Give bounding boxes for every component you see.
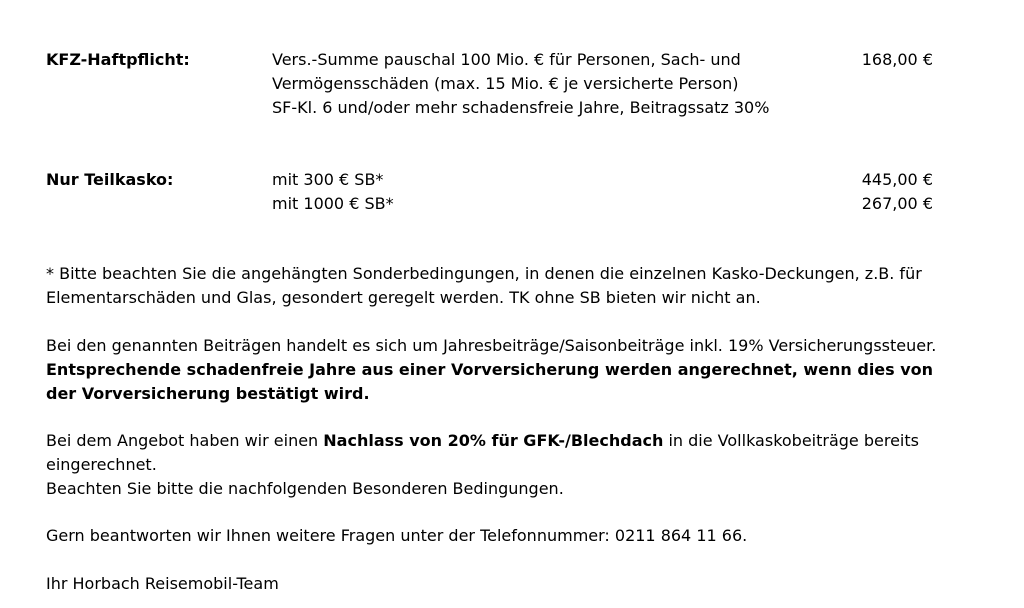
teilkasko-label: Nur Teilkasko:	[46, 170, 174, 189]
prior-insurance-note: Entsprechende schadenfreie Jahre aus einer Vorversicherung werden angerechnet, wenn dies von	[46, 360, 934, 379]
signature-line: Ihr Horbach Reisemobil-Team	[46, 574, 279, 593]
teilkasko-options	[272, 168, 872, 216]
teilkasko-option-price: 445,00 €	[861, 170, 933, 189]
haftpflicht-price: 168,00 €	[861, 50, 933, 69]
prior-insurance-note: der Vorversicherung bestätigt wird.	[46, 384, 370, 403]
signature	[46, 572, 986, 596]
haftpflicht-description	[272, 48, 872, 120]
offer-suffix: in die Vollkaskobeiträge bereits	[663, 431, 919, 450]
footnote-paragraph	[46, 262, 986, 310]
teilkasko-option-desc: mit 300 € SB*	[272, 170, 384, 189]
contact-paragraph	[46, 524, 986, 548]
teilkasko-option-desc: mit 1000 € SB*	[272, 194, 394, 213]
offer-paragraph	[46, 429, 986, 501]
teilkasko-option-price: 267,00 €	[861, 194, 933, 213]
teilkasko-prices	[862, 168, 933, 216]
offer-line	[46, 429, 986, 453]
haftpflicht-line: SF-Kl. 6 und/oder mehr schadensfreie Jahre, Beitragssatz 30%	[272, 98, 770, 117]
discount-highlight: Nachlass von 20% für GFK-/Blechdach	[323, 431, 664, 450]
footnote-line: Elementarschäden und Glas, gesondert geregelt werden. TK ohne SB bieten wir nicht an.	[46, 288, 761, 307]
footnote-line: * Bitte beachten Sie die angehängten Sonderbedingungen, in denen die einzelnen Kasko-Deckungen, z.B. für	[46, 264, 922, 283]
haftpflicht-line: Vermögensschäden (max. 15 Mio. € je versicherte Person)	[272, 74, 739, 93]
tax-note-line: Bei den genannten Beiträgen handelt es sich um Jahresbeiträge/Saisonbeiträge inkl. 19% Versicherungssteuer.	[46, 336, 937, 355]
offer-line: eingerechnet.	[46, 455, 157, 474]
offer-prefix: Bei dem Angebot haben wir einen	[46, 431, 324, 450]
offer-conditions-line: Beachten Sie bitte die nachfolgenden Besonderen Bedingungen.	[46, 479, 564, 498]
contact-line: Gern beantworten wir Ihnen weitere Fragen unter der Telefonnummer: 0211 864 11 66.	[46, 526, 748, 545]
haftpflicht-label: KFZ-Haftpflicht:	[46, 50, 190, 69]
tax-note-paragraph	[46, 334, 986, 406]
haftpflicht-line: Vers.-Summe pauschal 100 Mio. € für Personen, Sach- und	[272, 50, 741, 69]
